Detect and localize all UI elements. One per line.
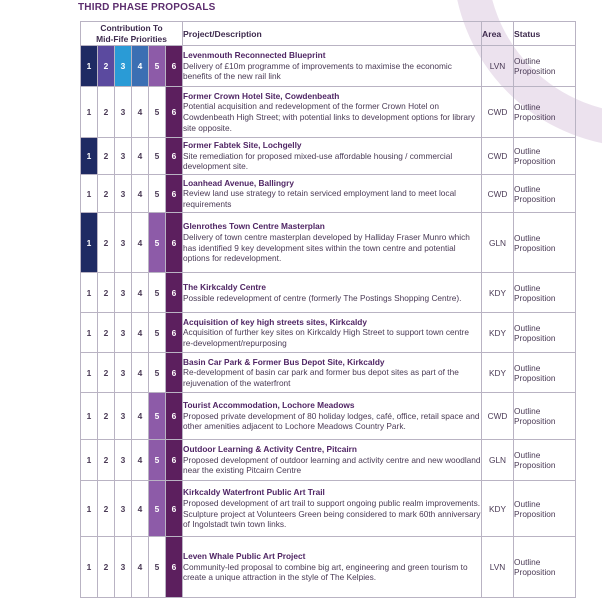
priority-6-cell: 6 <box>166 313 183 353</box>
priority-1-cell: 1 <box>81 138 98 175</box>
area-cell: CWD <box>482 138 514 175</box>
priority-6-cell: 6 <box>166 481 183 537</box>
proposals-table <box>80 21 576 598</box>
priority-5-cell: 5 <box>149 46 166 87</box>
project-description: Proposed development of outdoor learning and activity centre and new woodland near the existing Pitcairn Centre <box>183 454 481 476</box>
priority-3-cell: 3 <box>115 213 132 273</box>
project-header: Project/Description <box>183 22 482 46</box>
priority-5-cell: 5 <box>149 393 166 440</box>
area-cell: GLN <box>482 440 514 481</box>
project-description: Review land use strategy to retain serviced employment land to meet local requirements <box>183 188 457 209</box>
project-description-cell <box>183 273 482 313</box>
priority-6-cell: 6 <box>166 537 183 598</box>
status-cell: Outline Proposition <box>514 46 576 87</box>
project-description: Community-led proposal to combine big art, engineering and green tourism to create a unique attraction in the style of The Kelpies. <box>183 561 468 583</box>
status-header: Status <box>514 22 576 46</box>
priority-5-cell: 5 <box>149 481 166 537</box>
project-description-cell <box>183 175 482 213</box>
project-description: Potential acquisition and redevelopment of the former Crown Hotel on Cowdenbeath High Street; with potential links to development options for library site opposite. <box>183 101 475 133</box>
priority-4-cell: 4 <box>132 393 149 440</box>
project-description: Proposed private development of 80 holiday lodges, café, office, retail space and other amenities adjacent to Lochore Meadows Country Park. <box>183 410 480 432</box>
area-cell: LVN <box>482 46 514 87</box>
project-title: Tourist Accommodation, Lochore Meadows <box>183 400 355 411</box>
project-description: Possible redevelopment of centre (formerly The Postings Shopping Centre). <box>183 292 462 303</box>
table-header-row <box>81 22 576 46</box>
priority-2-cell: 2 <box>98 46 115 87</box>
priority-2-cell: 2 <box>98 138 115 175</box>
priority-6-cell: 6 <box>166 440 183 481</box>
status-cell: Outline Proposition <box>514 393 576 440</box>
priority-6-cell: 6 <box>166 175 183 213</box>
priority-6-cell: 6 <box>166 273 183 313</box>
area-cell: CWD <box>482 175 514 213</box>
priority-1-cell: 1 <box>81 353 98 393</box>
status-cell: Outline Proposition <box>514 175 576 213</box>
priority-1-cell: 1 <box>81 46 98 87</box>
project-description: Site remediation for proposed mixed-use affordable housing / commercial development site. <box>183 150 453 172</box>
status-cell: Outline Proposition <box>514 537 576 598</box>
project-title: Acquisition of key high streets sites, Kirkcaldy <box>183 316 367 327</box>
project-description: Acquisition of further key sites on Kirkcaldy High Street to support town centre re-development/repurposing <box>183 327 469 348</box>
status-cell: Outline Proposition <box>514 87 576 138</box>
priority-6-cell: 6 <box>166 46 183 87</box>
area-header: Area <box>482 22 514 46</box>
project-title: Levenmouth Reconnected Blueprint <box>183 50 326 61</box>
priority-5-cell: 5 <box>149 213 166 273</box>
area-cell: CWD <box>482 393 514 440</box>
project-title: Loanhead Avenue, Ballingry <box>183 177 294 188</box>
table-row <box>81 273 576 313</box>
table-row <box>81 175 576 213</box>
priority-1-cell: 1 <box>81 273 98 313</box>
priority-1-cell: 1 <box>81 313 98 353</box>
priority-1-cell: 1 <box>81 213 98 273</box>
area-cell: KDY <box>482 273 514 313</box>
area-cell: KDY <box>482 481 514 537</box>
priority-1-cell: 1 <box>81 481 98 537</box>
priority-2-cell: 2 <box>98 175 115 213</box>
priority-4-cell: 4 <box>132 313 149 353</box>
priority-3-cell: 3 <box>115 175 132 213</box>
project-title: Leven Whale Public Art Project <box>183 551 306 562</box>
area-cell: KDY <box>482 313 514 353</box>
project-description-cell <box>183 213 482 273</box>
priority-5-cell: 5 <box>149 313 166 353</box>
priority-1-cell: 1 <box>81 87 98 138</box>
project-title: The Kirkcaldy Centre <box>183 281 267 292</box>
status-cell: Outline Proposition <box>514 440 576 481</box>
table-row <box>81 313 576 353</box>
priority-3-cell: 3 <box>115 537 132 598</box>
priority-6-cell: 6 <box>166 87 183 138</box>
table-row <box>81 481 576 537</box>
project-description-cell <box>183 46 482 87</box>
priority-4-cell: 4 <box>132 87 149 138</box>
priority-4-cell: 4 <box>132 213 149 273</box>
project-description-cell <box>183 440 482 481</box>
table-row <box>81 353 576 393</box>
status-cell: Outline Proposition <box>514 481 576 537</box>
priority-2-cell: 2 <box>98 313 115 353</box>
priority-1-cell: 1 <box>81 440 98 481</box>
table-row <box>81 213 576 273</box>
priority-6-cell: 6 <box>166 138 183 175</box>
priority-4-cell: 4 <box>132 273 149 313</box>
area-cell: CWD <box>482 87 514 138</box>
priority-2-cell: 2 <box>98 273 115 313</box>
priority-5-cell: 5 <box>149 440 166 481</box>
status-cell: Outline Proposition <box>514 138 576 175</box>
status-cell: Outline Proposition <box>514 213 576 273</box>
priority-5-cell: 5 <box>149 353 166 393</box>
priority-3-cell: 3 <box>115 46 132 87</box>
priority-3-cell: 3 <box>115 353 132 393</box>
priority-5-cell: 5 <box>149 138 166 175</box>
table-row <box>81 537 576 598</box>
project-title: Kirkcaldy Waterfront Public Art Trail <box>183 487 325 498</box>
priority-3-cell: 3 <box>115 87 132 138</box>
project-description: Re-development of basin car park and former bus depot sites as part of the rejuvenation of the waterfront <box>183 367 459 388</box>
priority-1-cell: 1 <box>81 175 98 213</box>
project-description-cell <box>183 481 482 537</box>
priority-6-cell: 6 <box>166 353 183 393</box>
priority-6-cell: 6 <box>166 393 183 440</box>
status-cell: Outline Proposition <box>514 313 576 353</box>
priority-4-cell: 4 <box>132 537 149 598</box>
area-cell: KDY <box>482 353 514 393</box>
priority-3-cell: 3 <box>115 138 132 175</box>
project-description-cell <box>183 138 482 175</box>
project-description-cell <box>183 87 482 138</box>
status-cell: Outline Proposition <box>514 273 576 313</box>
table-body <box>81 46 576 598</box>
table-row <box>81 440 576 481</box>
priority-4-cell: 4 <box>132 481 149 537</box>
area-cell: GLN <box>482 213 514 273</box>
project-title: Glenrothes Town Centre Masterplan <box>183 221 325 232</box>
project-description: Delivery of town centre masterplan developed by Halliday Fraser Munro which has identified 9 key development sites within the town centre and potential options for redevelopment. <box>183 231 470 264</box>
project-description-cell <box>183 537 482 598</box>
table-row <box>81 138 576 175</box>
priority-2-cell: 2 <box>98 537 115 598</box>
priority-1-cell: 1 <box>81 393 98 440</box>
page-heading: THIRD PHASE PROPOSALS <box>78 2 216 13</box>
priority-6-cell: 6 <box>166 213 183 273</box>
priority-2-cell: 2 <box>98 393 115 440</box>
priority-4-cell: 4 <box>132 353 149 393</box>
priority-2-cell: 2 <box>98 213 115 273</box>
priority-2-cell: 2 <box>98 481 115 537</box>
priority-3-cell: 3 <box>115 481 132 537</box>
priority-2-cell: 2 <box>98 440 115 481</box>
project-description: Proposed development of art trail to support ongoing public realm improvements. Sculpture project at Volunteers Green being considered to mark 60th anniversary of Ingolstadt twin town links. <box>183 497 481 530</box>
project-title: Former Crown Hotel Site, Cowdenbeath <box>183 90 340 101</box>
priority-2-cell: 2 <box>98 353 115 393</box>
table-row <box>81 87 576 138</box>
priority-4-cell: 4 <box>132 138 149 175</box>
priority-1-cell: 1 <box>81 537 98 598</box>
area-cell: LVN <box>482 537 514 598</box>
priority-3-cell: 3 <box>115 273 132 313</box>
priority-5-cell: 5 <box>149 537 166 598</box>
project-title: Basin Car Park & Former Bus Depot Site, Kirkcaldy <box>183 356 385 367</box>
project-title: Outdoor Learning & Activity Centre, Pitcairn <box>183 444 357 455</box>
priority-2-cell: 2 <box>98 87 115 138</box>
priority-4-cell: 4 <box>132 175 149 213</box>
priority-3-cell: 3 <box>115 393 132 440</box>
project-description-cell <box>183 393 482 440</box>
table-row <box>81 46 576 87</box>
project-title: Former Fabtek Site, Lochgelly <box>183 140 302 151</box>
contribution-header: Contribution To Mid-Fife Priorities <box>81 22 183 46</box>
table-row <box>81 393 576 440</box>
project-description-cell <box>183 353 482 393</box>
project-description-cell <box>183 313 482 353</box>
priority-3-cell: 3 <box>115 440 132 481</box>
status-cell: Outline Proposition <box>514 353 576 393</box>
project-description: Delivery of £10m programme of improvements to maximise the economic benefits of the new rail link <box>183 60 452 82</box>
priority-5-cell: 5 <box>149 87 166 138</box>
priority-5-cell: 5 <box>149 273 166 313</box>
priority-4-cell: 4 <box>132 46 149 87</box>
priority-3-cell: 3 <box>115 313 132 353</box>
priority-4-cell: 4 <box>132 440 149 481</box>
priority-5-cell: 5 <box>149 175 166 213</box>
